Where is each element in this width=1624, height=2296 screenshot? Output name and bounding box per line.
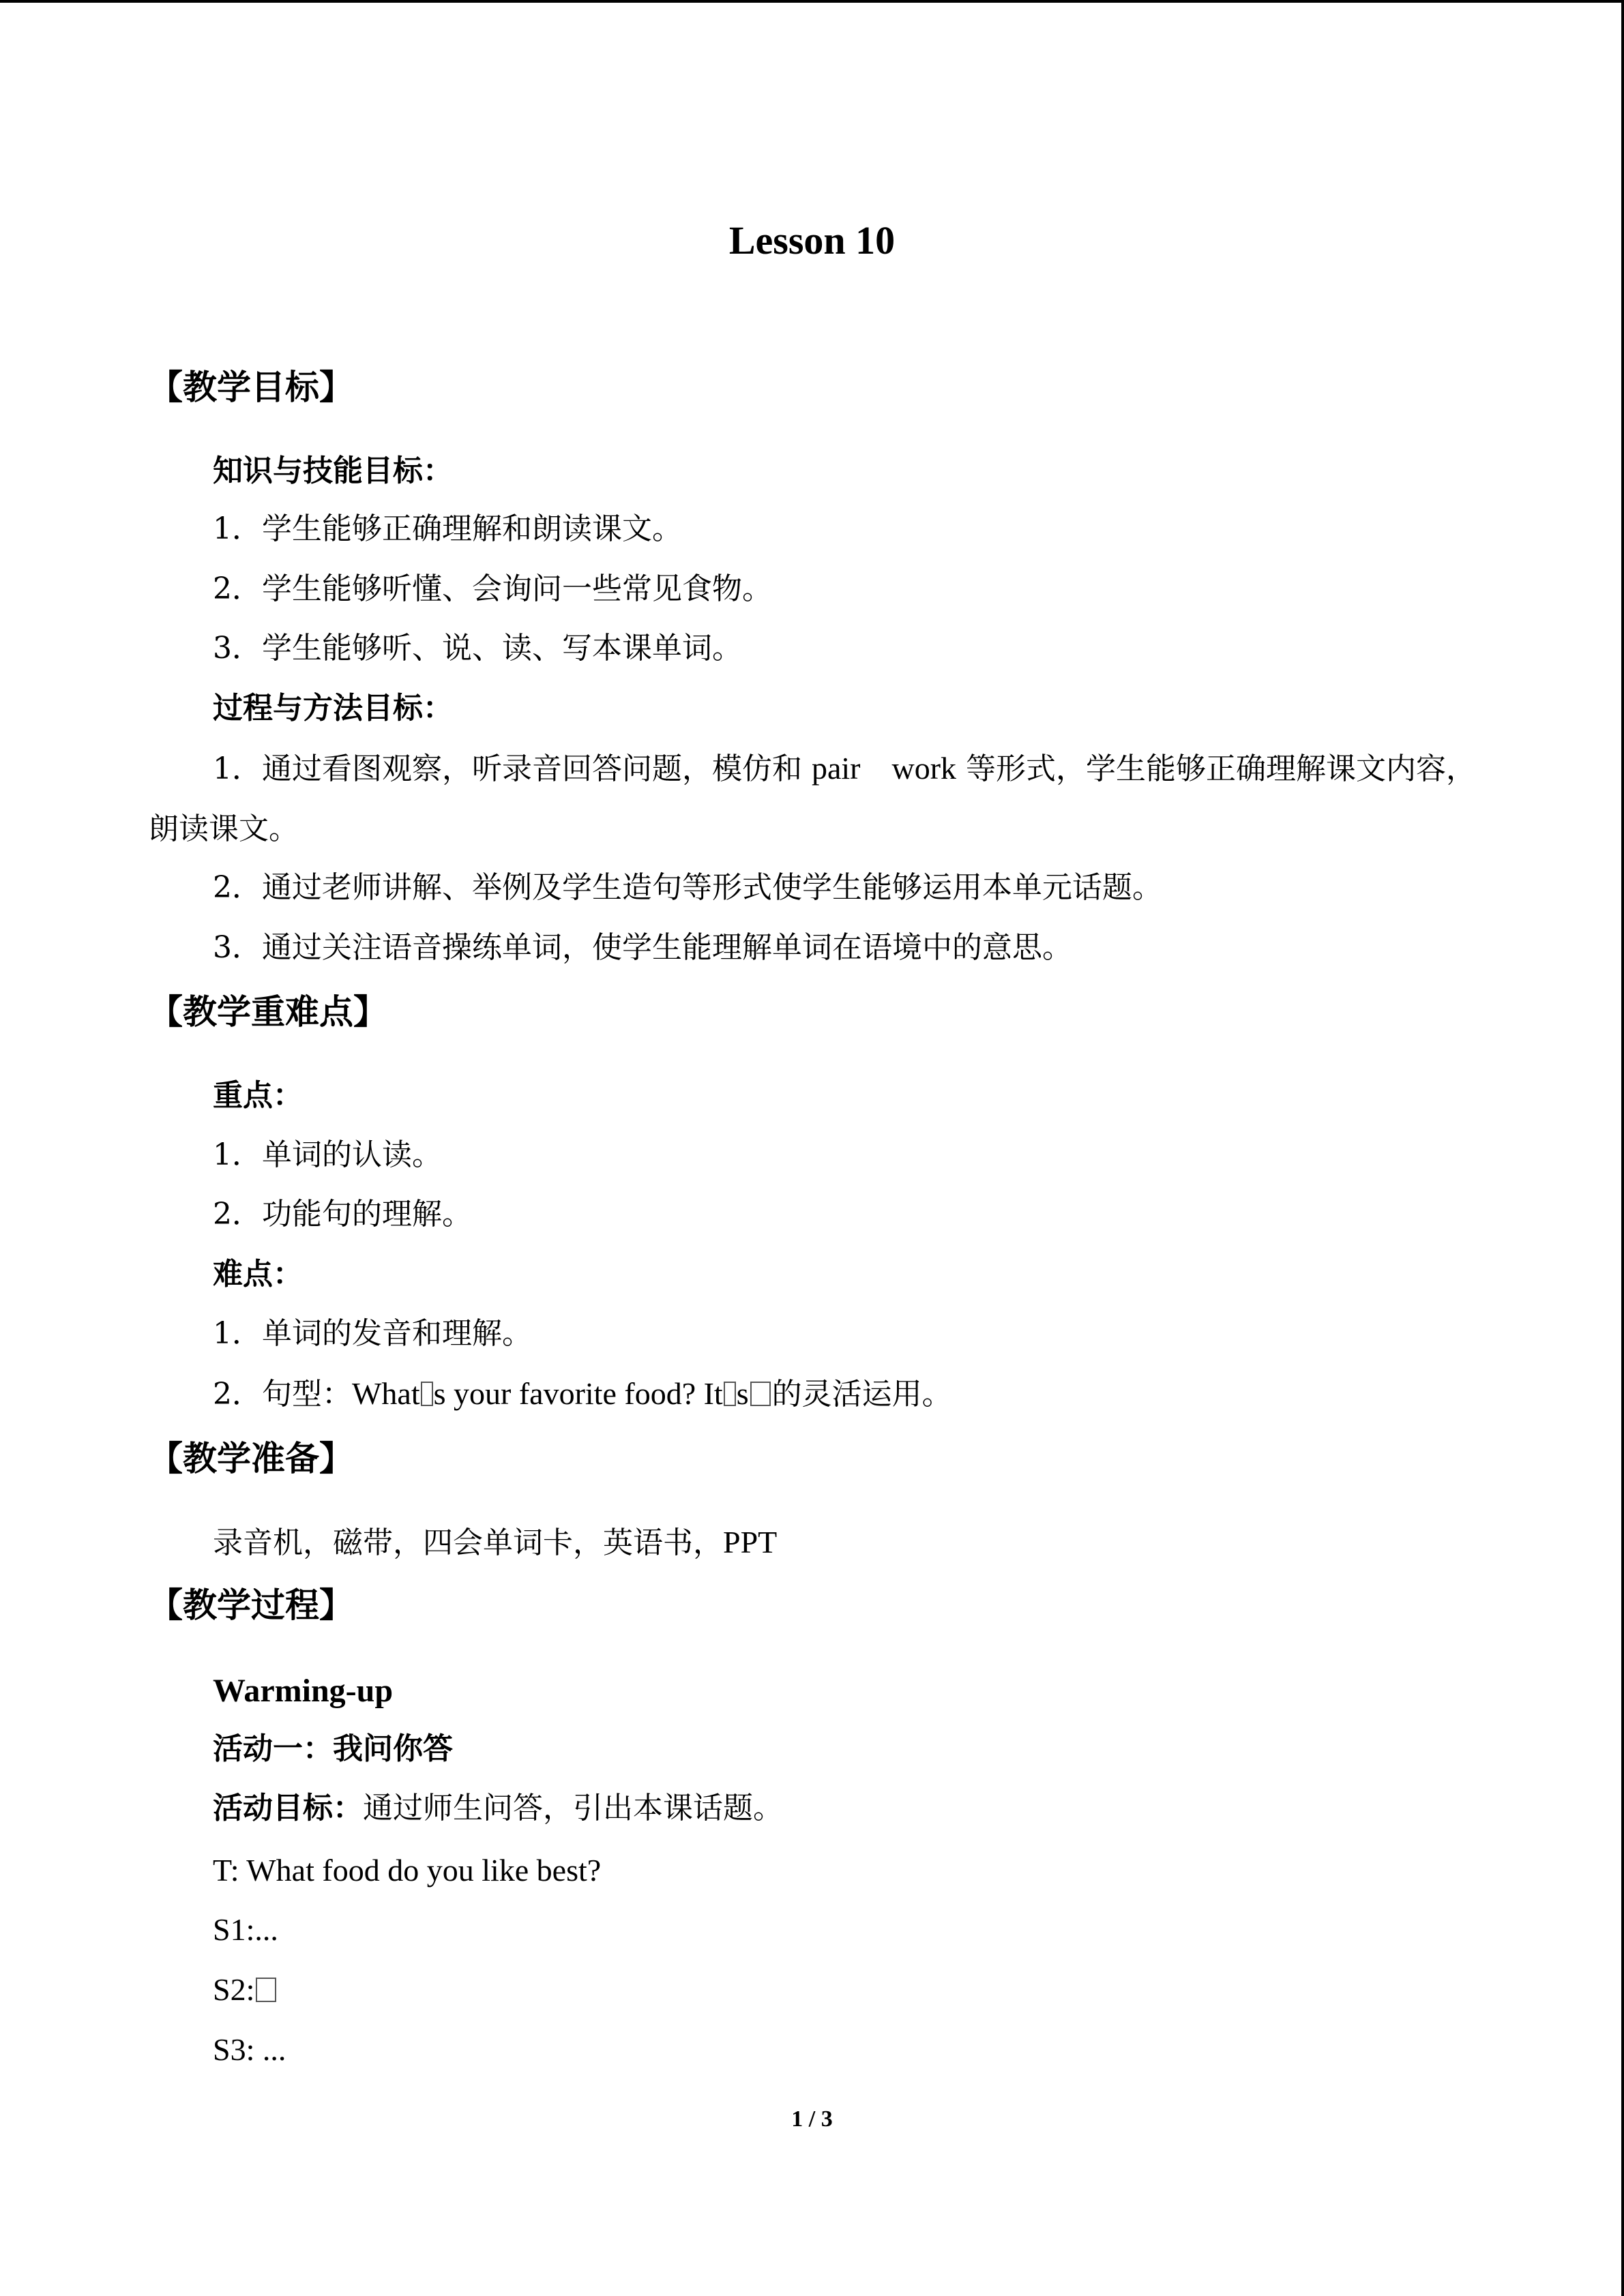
preparation-text-ppt: PPT <box>723 1525 778 1560</box>
dialogue-line-s2 <box>213 1970 278 2010</box>
process-item-1-part-b: pair work <box>811 751 957 786</box>
knowledge-item-1: 1．学生能够正确理解和朗读课文。 <box>213 511 682 546</box>
preparation-text <box>213 1523 777 1563</box>
key-label: 重点： <box>213 1078 303 1113</box>
knowledge-item-2: 2．学生能够听懂、会询问一些常见食物。 <box>213 571 772 606</box>
activity-goal-label: 活动目标： <box>213 1791 363 1825</box>
process-item-2: 2．通过老师讲解、举例及学生造句等形式使学生能够运用本单元话题。 <box>213 870 1162 905</box>
missing-glyph-box <box>421 1382 433 1406</box>
activity-title: 活动一：我问你答 <box>213 1731 453 1766</box>
process-item-3: 3．通过关注语音操练单词，使学生能理解单词在语境中的意思。 <box>213 930 1072 965</box>
difficult-item-2 <box>213 1374 952 1414</box>
document-title: Lesson 10 <box>728 218 896 263</box>
difficult-item-2-sentence: s your favorite food? It <box>433 1376 723 1411</box>
difficult-item-2-s: s <box>736 1376 749 1411</box>
dialogue-line-s3: S3: ... <box>213 2032 286 2067</box>
missing-glyph-box <box>750 1382 771 1406</box>
difficult-item-2-suffix: 的灵活运用。 <box>771 1377 952 1412</box>
page-top-border <box>0 0 1624 3</box>
section-heading-key-points: 【教学重难点】 <box>149 992 387 1032</box>
difficult-label: 难点： <box>213 1257 303 1292</box>
dialogue-line-teacher: T: What food do you like best? <box>213 1853 602 1888</box>
process-item-1 <box>149 739 1479 859</box>
knowledge-item-3: 3．学生能够听、说、读、写本课单词。 <box>213 631 742 666</box>
missing-glyph-box <box>724 1382 736 1406</box>
dialogue-line-s2-text: S2: <box>213 1972 255 2007</box>
preparation-text-cn: 录音机，磁带，四会单词卡，英语书， <box>213 1525 723 1560</box>
page-right-border <box>1621 0 1624 2296</box>
process-item-1-part-a: 1．通过看图观察，听录音回答问题，模仿和 <box>213 751 812 786</box>
difficult-item-2-what: What <box>352 1376 420 1411</box>
process-method-label: 过程与方法目标： <box>213 691 453 726</box>
process-item-1-part-c: 等形式，学生能够正确理解课文内容，朗读课文。 <box>149 751 1477 846</box>
section-heading-objectives: 【教学目标】 <box>149 368 353 407</box>
key-item-1: 1．单词的认读。 <box>213 1137 442 1172</box>
missing-glyph-box <box>256 1978 276 2002</box>
difficult-item-2-prefix: 2．句型： <box>213 1377 352 1412</box>
warming-up-label: Warming-up <box>213 1673 394 1709</box>
section-heading-preparation: 【教学准备】 <box>149 1439 353 1478</box>
page-number: 1 / 3 <box>791 2106 833 2132</box>
section-heading-process: 【教学过程】 <box>149 1585 353 1625</box>
dialogue-line-s1: S1:... <box>213 1912 278 1947</box>
activity-goal-text: 通过师生问答，引出本课话题。 <box>363 1791 783 1825</box>
key-item-2: 2．功能句的理解。 <box>213 1197 472 1232</box>
difficult-item-1: 1．单词的发音和理解。 <box>213 1316 532 1351</box>
activity-goal <box>213 1789 783 1828</box>
knowledge-skill-label: 知识与技能目标： <box>213 453 453 488</box>
